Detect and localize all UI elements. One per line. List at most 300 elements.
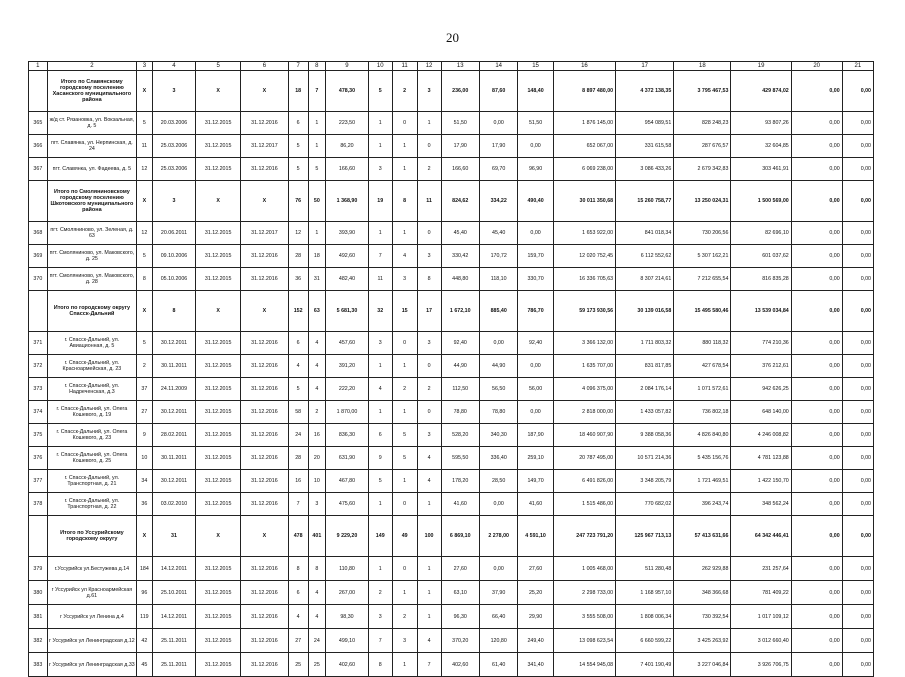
- table-cell: 31.12.2015: [196, 447, 241, 470]
- table-cell: 92,40: [518, 332, 553, 355]
- table-cell: 28.02.2011: [152, 424, 196, 447]
- table-cell: 0,00: [842, 653, 873, 677]
- address-cell: г. Спасск-Дальний, ул. Транспортная, д. 22: [47, 493, 136, 516]
- table-cell: 82 696,10: [731, 222, 791, 245]
- table-cell: 27,60: [441, 557, 479, 581]
- table-cell: 36: [288, 268, 308, 291]
- table-cell: 0,00: [791, 158, 842, 181]
- table-cell: 2 298 733,00: [553, 581, 615, 605]
- column-number: 20: [791, 62, 842, 71]
- table-cell: 7: [368, 629, 392, 653]
- table-cell: 51,50: [518, 112, 553, 135]
- table-cell: 0,00: [842, 112, 873, 135]
- table-cell: 31.12.2015: [196, 653, 241, 677]
- table-cell: 8 307 214,61: [616, 268, 674, 291]
- table-cell: 13 250 024,31: [674, 181, 731, 222]
- table-cell: 31.12.2016: [240, 447, 288, 470]
- table-cell: 31.12.2016: [240, 245, 288, 268]
- table-cell: 4: [288, 355, 308, 378]
- table-cell: 4: [368, 378, 392, 401]
- table-cell: 31.12.2016: [240, 493, 288, 516]
- address-cell: г Уссурийск ул Ленина д.4: [47, 605, 136, 629]
- table-cell: 0,00: [518, 135, 553, 158]
- table-cell: 25.03.2006: [152, 135, 196, 158]
- table-cell: 16: [288, 470, 308, 493]
- table-cell: 0: [417, 401, 441, 424]
- table-cell: 178,20: [441, 470, 479, 493]
- table-cell: 262 929,88: [674, 557, 731, 581]
- table-cell: 482,40: [326, 268, 369, 291]
- table-cell: 59 173 930,56: [553, 291, 615, 332]
- table-cell: 125 967 713,13: [616, 516, 674, 557]
- table-cell: 1 635 707,00: [553, 355, 615, 378]
- table-cell: 348 366,68: [674, 581, 731, 605]
- address-cell: г. Спасск-Дальний, ул. Авиационная, д. 5: [47, 332, 136, 355]
- table-cell: 2: [137, 355, 153, 378]
- table-cell: 0: [392, 112, 417, 135]
- row-number-cell: 375: [29, 424, 48, 447]
- table-cell: 152: [288, 291, 308, 332]
- table-cell: 66,40: [479, 605, 517, 629]
- table-cell: 25: [288, 653, 308, 677]
- table-row: [29, 470, 874, 493]
- table-cell: 331 615,58: [616, 135, 674, 158]
- table-cell: 7 401 190,49: [616, 653, 674, 677]
- table-cell: 2: [417, 158, 441, 181]
- subtotal-row: [29, 291, 874, 332]
- table-cell: 0: [392, 493, 417, 516]
- table-cell: 0,00: [842, 581, 873, 605]
- table-cell: 30.12.2011: [152, 332, 196, 355]
- table-cell: 63,10: [441, 581, 479, 605]
- table-cell: 0,00: [791, 268, 842, 291]
- address-cell: г Уссурийск ул Красноармейская д.61: [47, 581, 136, 605]
- table-cell: 3: [152, 181, 196, 222]
- table-cell: 1 870,00: [326, 401, 369, 424]
- table-cell: 499,10: [326, 629, 369, 653]
- table-cell: 8: [308, 557, 326, 581]
- table-row: [29, 332, 874, 355]
- table-cell: 247 723 791,20: [553, 516, 615, 557]
- address-cell: г. Спасск-Дальний, ул. Транспортная, д. 21: [47, 470, 136, 493]
- table-cell: X: [240, 291, 288, 332]
- address-cell: пгт. Славянка, ул. Нерпинская, д. 24: [47, 135, 136, 158]
- table-cell: 4: [417, 470, 441, 493]
- table-cell: 30.12.2011: [152, 401, 196, 424]
- table-cell: 30 011 350,68: [553, 181, 615, 222]
- table-cell: 770 682,02: [616, 493, 674, 516]
- table-cell: 478,30: [326, 71, 369, 112]
- table-cell: 25.10.2011: [152, 581, 196, 605]
- table-cell: X: [196, 291, 241, 332]
- table-row: [29, 222, 874, 245]
- table-cell: 13 539 034,84: [731, 291, 791, 332]
- table-cell: 222,20: [326, 378, 369, 401]
- table-cell: 11: [368, 268, 392, 291]
- table-cell: 28: [288, 245, 308, 268]
- table-cell: 31.12.2015: [196, 581, 241, 605]
- table-cell: 32: [368, 291, 392, 332]
- table-cell: 05.10.2006: [152, 268, 196, 291]
- table-cell: 2: [392, 71, 417, 112]
- table-cell: 396 243,74: [674, 493, 731, 516]
- table-cell: 10: [137, 447, 153, 470]
- table-cell: 0,00: [842, 447, 873, 470]
- table-cell: 41,60: [441, 493, 479, 516]
- table-cell: 110,80: [326, 557, 369, 581]
- table-cell: 4: [392, 245, 417, 268]
- table-cell: 2 679 342,83: [674, 158, 731, 181]
- table-cell: 11: [137, 135, 153, 158]
- table-cell: 478: [288, 516, 308, 557]
- data-table: [28, 61, 874, 677]
- table-cell: 31.12.2016: [240, 112, 288, 135]
- table-cell: 0,00: [791, 516, 842, 557]
- row-number-cell: 379: [29, 557, 48, 581]
- table-cell: 41,60: [518, 493, 553, 516]
- table-cell: 28: [288, 447, 308, 470]
- table-cell: 31.12.2016: [240, 629, 288, 653]
- table-cell: 0,00: [842, 557, 873, 581]
- table-cell: 0,00: [842, 378, 873, 401]
- table-cell: 0,00: [518, 355, 553, 378]
- table-cell: 401: [308, 516, 326, 557]
- table-cell: 3: [417, 332, 441, 355]
- table-cell: 5: [392, 447, 417, 470]
- table-cell: 24.11.2009: [152, 378, 196, 401]
- table-cell: 1: [392, 470, 417, 493]
- table-cell: 149,70: [518, 470, 553, 493]
- table-cell: 492,60: [326, 245, 369, 268]
- table-cell: 457,60: [326, 332, 369, 355]
- table-cell: 76: [288, 181, 308, 222]
- table-cell: 45,40: [479, 222, 517, 245]
- address-cell: г.Уссурийск ул.Бестужева д.14: [47, 557, 136, 581]
- table-cell: 0,00: [518, 401, 553, 424]
- table-cell: 4: [308, 332, 326, 355]
- table-cell: 0,00: [791, 653, 842, 677]
- table-cell: X: [137, 516, 153, 557]
- table-cell: 1 653 922,00: [553, 222, 615, 245]
- column-number: 16: [553, 62, 615, 71]
- table-cell: 15 260 758,77: [616, 181, 674, 222]
- table-cell: 0,00: [791, 181, 842, 222]
- row-number-cell: 368: [29, 222, 48, 245]
- column-number: 13: [441, 62, 479, 71]
- table-row: [29, 493, 874, 516]
- table-cell: 0,00: [842, 245, 873, 268]
- row-number-cell: 376: [29, 447, 48, 470]
- table-cell: 6: [288, 332, 308, 355]
- table-cell: 1 368,90: [326, 181, 369, 222]
- row-number-cell: 370: [29, 268, 48, 291]
- table-cell: 0,00: [479, 332, 517, 355]
- table-cell: 19: [368, 181, 392, 222]
- table-cell: 50: [308, 181, 326, 222]
- row-number-cell: 374: [29, 401, 48, 424]
- table-cell: 8 897 480,00: [553, 71, 615, 112]
- subtotal-label-cell: Итого по городскому округу Спасск-Дальний: [47, 291, 136, 332]
- table-cell: 10 571 214,36: [616, 447, 674, 470]
- subtotal-row: [29, 181, 874, 222]
- table-cell: 37: [137, 378, 153, 401]
- table-cell: 112,50: [441, 378, 479, 401]
- table-cell: 16 336 705,63: [553, 268, 615, 291]
- table-cell: 30.12.2011: [152, 470, 196, 493]
- table-cell: 0,00: [842, 493, 873, 516]
- table-cell: 1: [308, 135, 326, 158]
- table-cell: 2 818 000,00: [553, 401, 615, 424]
- table-cell: 774 210,36: [731, 332, 791, 355]
- table-cell: 0,00: [791, 424, 842, 447]
- page-number: 20: [446, 30, 459, 45]
- address-cell: пгт. Смоляниново, ул. Зеленая, д. 63: [47, 222, 136, 245]
- table-row: [29, 135, 874, 158]
- table-cell: 87,60: [479, 71, 517, 112]
- table-cell: 3: [417, 245, 441, 268]
- row-number-cell: [29, 516, 48, 557]
- table-cell: 330,42: [441, 245, 479, 268]
- table-cell: 2: [368, 581, 392, 605]
- subtotal-label-cell: Итого по Славянскому городскому поселению Хасанского муниципального района: [47, 71, 136, 112]
- table-cell: 1: [368, 222, 392, 245]
- table-cell: 7: [308, 71, 326, 112]
- table-cell: 1: [392, 581, 417, 605]
- table-cell: 31.12.2016: [240, 581, 288, 605]
- table-cell: 0,00: [791, 581, 842, 605]
- table-cell: 31.12.2017: [240, 135, 288, 158]
- table-cell: 0,00: [791, 222, 842, 245]
- table-cell: 4 781 123,88: [731, 447, 791, 470]
- table-cell: 348 562,24: [731, 493, 791, 516]
- row-number-cell: 372: [29, 355, 48, 378]
- table-cell: 20: [308, 447, 326, 470]
- table-cell: 0: [417, 355, 441, 378]
- table-cell: 03.02.2010: [152, 493, 196, 516]
- table-cell: 7: [288, 493, 308, 516]
- table-cell: 831 817,85: [616, 355, 674, 378]
- table-cell: 376 212,61: [731, 355, 791, 378]
- table-cell: 4 246 008,82: [731, 424, 791, 447]
- table-cell: 3: [308, 493, 326, 516]
- table-cell: 3: [368, 332, 392, 355]
- table-cell: 27: [288, 629, 308, 653]
- address-cell: г. Спасск-Дальний, ул. Олега Кошевого, д. 25: [47, 447, 136, 470]
- table-cell: 20.03.2006: [152, 112, 196, 135]
- subtotal-label-cell: Итого по Уссурийскому городскому округу: [47, 516, 136, 557]
- table-cell: 8: [137, 268, 153, 291]
- table-cell: 3: [368, 158, 392, 181]
- table-cell: 6: [288, 112, 308, 135]
- table-cell: 28,50: [479, 470, 517, 493]
- table-cell: 1: [368, 135, 392, 158]
- row-number-cell: [29, 181, 48, 222]
- table-cell: 1: [417, 557, 441, 581]
- table-cell: 0,00: [791, 447, 842, 470]
- table-cell: 429 874,02: [731, 71, 791, 112]
- table-cell: 0: [392, 332, 417, 355]
- table-cell: 652 067,00: [553, 135, 615, 158]
- table-cell: 31.12.2015: [196, 493, 241, 516]
- table-cell: 0,00: [479, 557, 517, 581]
- table-cell: 166,60: [326, 158, 369, 181]
- table-cell: 0,00: [842, 355, 873, 378]
- table-cell: 1 808 006,34: [616, 605, 674, 629]
- column-number: 14: [479, 62, 517, 71]
- table-cell: 30.11.2011: [152, 447, 196, 470]
- table-cell: 16: [308, 424, 326, 447]
- row-number-cell: 382: [29, 629, 48, 653]
- table-cell: 37,90: [479, 581, 517, 605]
- table-cell: 8: [392, 181, 417, 222]
- table-cell: X: [240, 181, 288, 222]
- table-cell: 0,00: [791, 71, 842, 112]
- table-cell: 0: [417, 222, 441, 245]
- table-cell: 31.12.2016: [240, 378, 288, 401]
- table-cell: 170,72: [479, 245, 517, 268]
- table-cell: 786,70: [518, 291, 553, 332]
- table-cell: 31.12.2016: [240, 605, 288, 629]
- row-number-cell: 365: [29, 112, 48, 135]
- table-cell: 42: [137, 629, 153, 653]
- table-cell: 14.12.2011: [152, 605, 196, 629]
- table-cell: 0,00: [842, 291, 873, 332]
- table-row: [29, 268, 874, 291]
- table-cell: 954 089,51: [616, 112, 674, 135]
- table-cell: 149: [368, 516, 392, 557]
- table-cell: 69,70: [479, 158, 517, 181]
- table-cell: 31.12.2015: [196, 605, 241, 629]
- table-cell: 31.12.2015: [196, 401, 241, 424]
- table-cell: 14 554 945,08: [553, 653, 615, 677]
- table-cell: 31.12.2016: [240, 268, 288, 291]
- table-cell: 9 388 058,36: [616, 424, 674, 447]
- table-cell: 31.12.2017: [240, 222, 288, 245]
- table-cell: 31.12.2015: [196, 378, 241, 401]
- table-cell: 3: [392, 629, 417, 653]
- table-cell: 25.11.2011: [152, 629, 196, 653]
- table-cell: 5: [288, 158, 308, 181]
- address-cell: ж/д ст. Рязановка, ул. Вокзальная, д. 5: [47, 112, 136, 135]
- table-cell: 9: [368, 447, 392, 470]
- table-cell: 31.12.2016: [240, 332, 288, 355]
- row-number-cell: 377: [29, 470, 48, 493]
- table-cell: 2 084 176,14: [616, 378, 674, 401]
- table-cell: 402,60: [326, 653, 369, 677]
- table-cell: 1: [392, 135, 417, 158]
- table-cell: 6: [368, 424, 392, 447]
- table-cell: 8: [288, 557, 308, 581]
- table-cell: 12 020 752,45: [553, 245, 615, 268]
- table-cell: 25.11.2011: [152, 653, 196, 677]
- table-row: [29, 158, 874, 181]
- table-cell: 3: [368, 605, 392, 629]
- column-number: 9: [326, 62, 369, 71]
- table-cell: 12: [137, 222, 153, 245]
- table-cell: 0,00: [791, 291, 842, 332]
- table-cell: 2: [308, 401, 326, 424]
- table-cell: 8: [152, 291, 196, 332]
- table-cell: 1 168 957,10: [616, 581, 674, 605]
- table-cell: 20.06.2011: [152, 222, 196, 245]
- table-cell: 0,00: [791, 629, 842, 653]
- table-cell: 10: [308, 470, 326, 493]
- table-cell: 448,80: [441, 268, 479, 291]
- row-number-cell: 367: [29, 158, 48, 181]
- table-cell: 0,00: [791, 557, 842, 581]
- column-number: 15: [518, 62, 553, 71]
- table-cell: 4: [308, 581, 326, 605]
- table-cell: 880 118,32: [674, 332, 731, 355]
- table-cell: 64 342 446,41: [731, 516, 791, 557]
- table-cell: 1: [368, 493, 392, 516]
- table-cell: 0: [392, 557, 417, 581]
- table-cell: 78,80: [441, 401, 479, 424]
- table-cell: 166,60: [441, 158, 479, 181]
- table-cell: 56,00: [518, 378, 553, 401]
- table-cell: 1 071 572,61: [674, 378, 731, 401]
- table-row: [29, 378, 874, 401]
- table-cell: 5: [137, 332, 153, 355]
- table-cell: 0,00: [842, 268, 873, 291]
- table-cell: 187,90: [518, 424, 553, 447]
- table-cell: 6 112 552,62: [616, 245, 674, 268]
- table-cell: 25,20: [518, 581, 553, 605]
- table-cell: 3 926 706,75: [731, 653, 791, 677]
- column-number: 5: [196, 62, 241, 71]
- address-cell: пгт. Славянка, ул. Фадеева, д. 5: [47, 158, 136, 181]
- table-cell: 31.12.2015: [196, 424, 241, 447]
- table-cell: 63: [308, 291, 326, 332]
- table-cell: 1: [417, 493, 441, 516]
- table-cell: 18 460 907,90: [553, 424, 615, 447]
- table-row: [29, 605, 874, 629]
- row-number-cell: 380: [29, 581, 48, 605]
- table-cell: 0,00: [842, 470, 873, 493]
- table-cell: 31.12.2016: [240, 158, 288, 181]
- table-cell: 0,00: [791, 378, 842, 401]
- table-cell: 824,62: [441, 181, 479, 222]
- table-cell: 5: [392, 424, 417, 447]
- table-cell: 0,00: [791, 401, 842, 424]
- column-number: 1: [29, 62, 48, 71]
- table-cell: 1 672,10: [441, 291, 479, 332]
- table-cell: 96,90: [518, 158, 553, 181]
- table-cell: 31.12.2015: [196, 245, 241, 268]
- table-cell: 1 017 109,12: [731, 605, 791, 629]
- table-cell: 118,10: [479, 268, 517, 291]
- table-cell: 730 392,54: [674, 605, 731, 629]
- table-cell: 816 835,28: [731, 268, 791, 291]
- column-number: 2: [47, 62, 136, 71]
- table-cell: 98,30: [326, 605, 369, 629]
- table-row: [29, 245, 874, 268]
- table-cell: X: [137, 291, 153, 332]
- table-cell: 836,30: [326, 424, 369, 447]
- table-cell: 259,10: [518, 447, 553, 470]
- table-cell: 4: [308, 605, 326, 629]
- table-cell: 30.11.2011: [152, 355, 196, 378]
- table-cell: 1: [368, 355, 392, 378]
- table-cell: 13 098 623,54: [553, 629, 615, 653]
- table-cell: 14.12.2011: [152, 557, 196, 581]
- row-number-cell: 383: [29, 653, 48, 677]
- table-cell: 0,00: [479, 493, 517, 516]
- address-cell: г. Спасск-Дальний, ул. Надреченская, д.3: [47, 378, 136, 401]
- table-cell: 3 012 660,40: [731, 629, 791, 653]
- column-number: 18: [674, 62, 731, 71]
- table-cell: 49: [392, 516, 417, 557]
